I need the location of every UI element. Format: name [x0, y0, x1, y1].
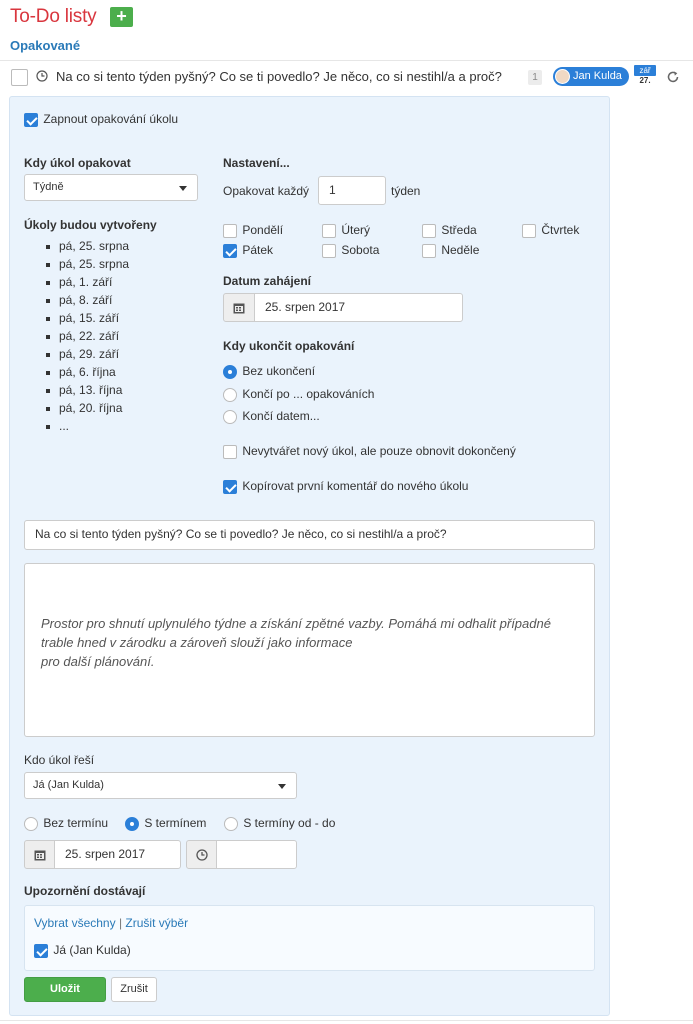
solver-select[interactable]	[24, 772, 297, 799]
divider	[0, 1020, 693, 1021]
sunday-label: Neděle	[441, 243, 480, 257]
repeat-every-unit: týden	[391, 184, 421, 198]
copy-comment-option[interactable]	[223, 479, 468, 494]
cancel-button[interactable]: Zrušit	[111, 977, 157, 1002]
deadline-with-radio[interactable]	[125, 817, 139, 831]
tuesday-label: Úterý	[341, 223, 371, 237]
end-after-option[interactable]	[223, 387, 374, 402]
divider	[0, 60, 693, 61]
repeat-every-label: Opakovat každý	[223, 184, 310, 198]
repeat-clock-icon	[36, 70, 48, 82]
list-item: pá, 15. září	[44, 311, 184, 329]
no-new-task-checkbox[interactable]	[223, 445, 237, 459]
notify-links	[34, 916, 188, 930]
day-sunday[interactable]	[422, 243, 479, 258]
edit-panel	[9, 96, 610, 1016]
saturday-label: Sobota	[341, 243, 380, 257]
deselect-all-link[interactable]: Zrušit výběr	[125, 916, 189, 930]
link-separator: |	[118, 916, 123, 930]
list-item: pá, 25. srpna	[44, 239, 184, 257]
day-thursday[interactable]	[522, 223, 579, 238]
thursday-checkbox[interactable]	[522, 224, 536, 238]
end-date-option[interactable]	[223, 409, 320, 424]
notify-user-option[interactable]	[34, 943, 131, 958]
frequency-select[interactable]	[24, 174, 198, 201]
page-title: To-Do listy	[10, 6, 97, 27]
end-repeat-label: Kdy ukončit opakování	[223, 339, 355, 353]
start-date-calendar-button[interactable]	[223, 293, 255, 322]
end-date-label: Končí datem...	[242, 409, 320, 423]
deadline-none-label: Bez termínu	[43, 816, 109, 830]
task-complete-checkbox[interactable]	[11, 69, 28, 86]
friday-label: Pátek	[242, 243, 274, 257]
day-tuesday[interactable]	[322, 223, 370, 238]
list-item: pá, 13. října	[44, 383, 184, 401]
deadline-time-button[interactable]	[186, 840, 217, 869]
saturday-checkbox[interactable]	[322, 244, 336, 258]
wednesday-label: Středa	[441, 223, 477, 237]
list-item: pá, 1. září	[44, 275, 184, 293]
friday-checkbox[interactable]	[223, 244, 237, 258]
calendar-icon	[233, 302, 245, 314]
comment-count-badge[interactable]: 1	[528, 70, 542, 85]
end-never-option[interactable]	[223, 364, 315, 379]
notify-user-checkbox[interactable]	[34, 944, 48, 958]
clock-icon	[196, 849, 208, 861]
deadline-range-label: S termíny od - do	[243, 816, 336, 830]
save-button[interactable]: Uložit	[24, 977, 106, 1002]
enable-repeat-label: Zapnout opakování úkolu	[43, 112, 179, 126]
enable-repeat-checkbox[interactable]	[24, 113, 38, 127]
deadline-with-label: S termínem	[144, 816, 207, 830]
day-wednesday[interactable]	[422, 223, 477, 238]
end-after-label: Končí po ... opakováních	[242, 387, 375, 401]
settings-label: Nastavení...	[223, 156, 290, 170]
repeat-every-input[interactable]: 1	[318, 176, 386, 205]
deadline-with-option[interactable]	[125, 816, 206, 831]
chevron-down-icon	[179, 186, 187, 191]
end-date-radio[interactable]	[223, 410, 237, 424]
notify-user-label: Já (Jan Kulda)	[53, 943, 131, 957]
assignee-name: Jan Kulda	[573, 70, 622, 82]
day-friday[interactable]	[223, 243, 273, 258]
no-new-task-option[interactable]	[223, 444, 516, 459]
created-dates-list	[44, 239, 184, 437]
task-title[interactable]: Na co si tento týden pyšný? Co se ti povedlo? Je něco, co si nestihl/a a proč?	[56, 69, 502, 84]
list-item: pá, 20. října	[44, 401, 184, 419]
day-monday[interactable]	[223, 223, 283, 238]
deadline-calendar-button[interactable]	[24, 840, 55, 869]
due-day: 27.	[639, 76, 651, 85]
task-title-input[interactable]: Na co si tento týden pyšný? Co se ti povedlo? Je něco, co si nestihl/a a proč?	[24, 520, 595, 550]
monday-label: Pondělí	[242, 223, 284, 237]
start-date-input[interactable]: 25. srpen 2017	[254, 293, 463, 322]
thursday-label: Čtvrtek	[541, 223, 580, 237]
end-after-radio[interactable]	[223, 388, 237, 402]
created-tasks-label: Úkoly budou vytvořeny	[24, 218, 157, 232]
frequency-value: Týdně	[33, 181, 64, 193]
deadline-date-input[interactable]: 25. srpen 2017	[54, 840, 181, 869]
wednesday-checkbox[interactable]	[422, 224, 436, 238]
chevron-down-icon	[278, 784, 286, 789]
copy-comment-checkbox[interactable]	[223, 480, 237, 494]
no-new-task-label: Nevytvářet nový úkol, ale pouze obnovit dokončený	[242, 444, 516, 458]
solver-value: Já (Jan Kulda)	[33, 779, 104, 791]
select-all-link[interactable]: Vybrat všechny	[34, 916, 116, 930]
notify-label: Upozornění dostávají	[24, 884, 146, 898]
calendar-icon	[34, 849, 46, 861]
end-never-radio[interactable]	[223, 365, 237, 379]
refresh-icon[interactable]	[666, 70, 680, 84]
list-item: pá, 8. září	[44, 293, 184, 311]
list-item: ...	[44, 419, 184, 437]
sunday-checkbox[interactable]	[422, 244, 436, 258]
list-item: pá, 6. října	[44, 365, 184, 383]
list-item: pá, 22. září	[44, 329, 184, 347]
deadline-range-radio[interactable]	[224, 817, 238, 831]
due-date-badge[interactable]	[634, 65, 656, 87]
assignee-pill[interactable]	[553, 67, 629, 86]
tuesday-checkbox[interactable]	[322, 224, 336, 238]
deadline-none-radio[interactable]	[24, 817, 38, 831]
day-saturday[interactable]	[322, 243, 379, 258]
end-never-label: Bez ukončení	[242, 364, 316, 378]
copy-comment-label: Kopírovat první komentář do nového úkolu	[242, 479, 469, 493]
notify-box	[24, 905, 595, 971]
repeat-when-label: Kdy úkol opakovat	[24, 156, 131, 170]
enable-repeat-row[interactable]	[24, 112, 178, 127]
add-todo-list-button[interactable]: +	[110, 7, 133, 27]
section-title: Opakované	[10, 38, 81, 53]
description-text: Prostor pro shnutí uplynulého týdne a získání zpětné vazby. Pomáhá mi odhalit případné trable hned v zárodku a zároveň slouží jako informace pro další plánování.	[41, 616, 551, 669]
deadline-time-input[interactable]	[216, 840, 297, 869]
deadline-none-option[interactable]	[24, 816, 108, 831]
avatar	[555, 69, 570, 84]
list-item: pá, 25. srpna	[44, 257, 184, 275]
deadline-range-option[interactable]	[224, 816, 335, 831]
list-item: pá, 29. září	[44, 347, 184, 365]
due-month: zář	[634, 65, 656, 76]
start-date-label: Datum zahájení	[223, 274, 312, 288]
solver-label: Kdo úkol řeší	[24, 753, 95, 767]
monday-checkbox[interactable]	[223, 224, 237, 238]
